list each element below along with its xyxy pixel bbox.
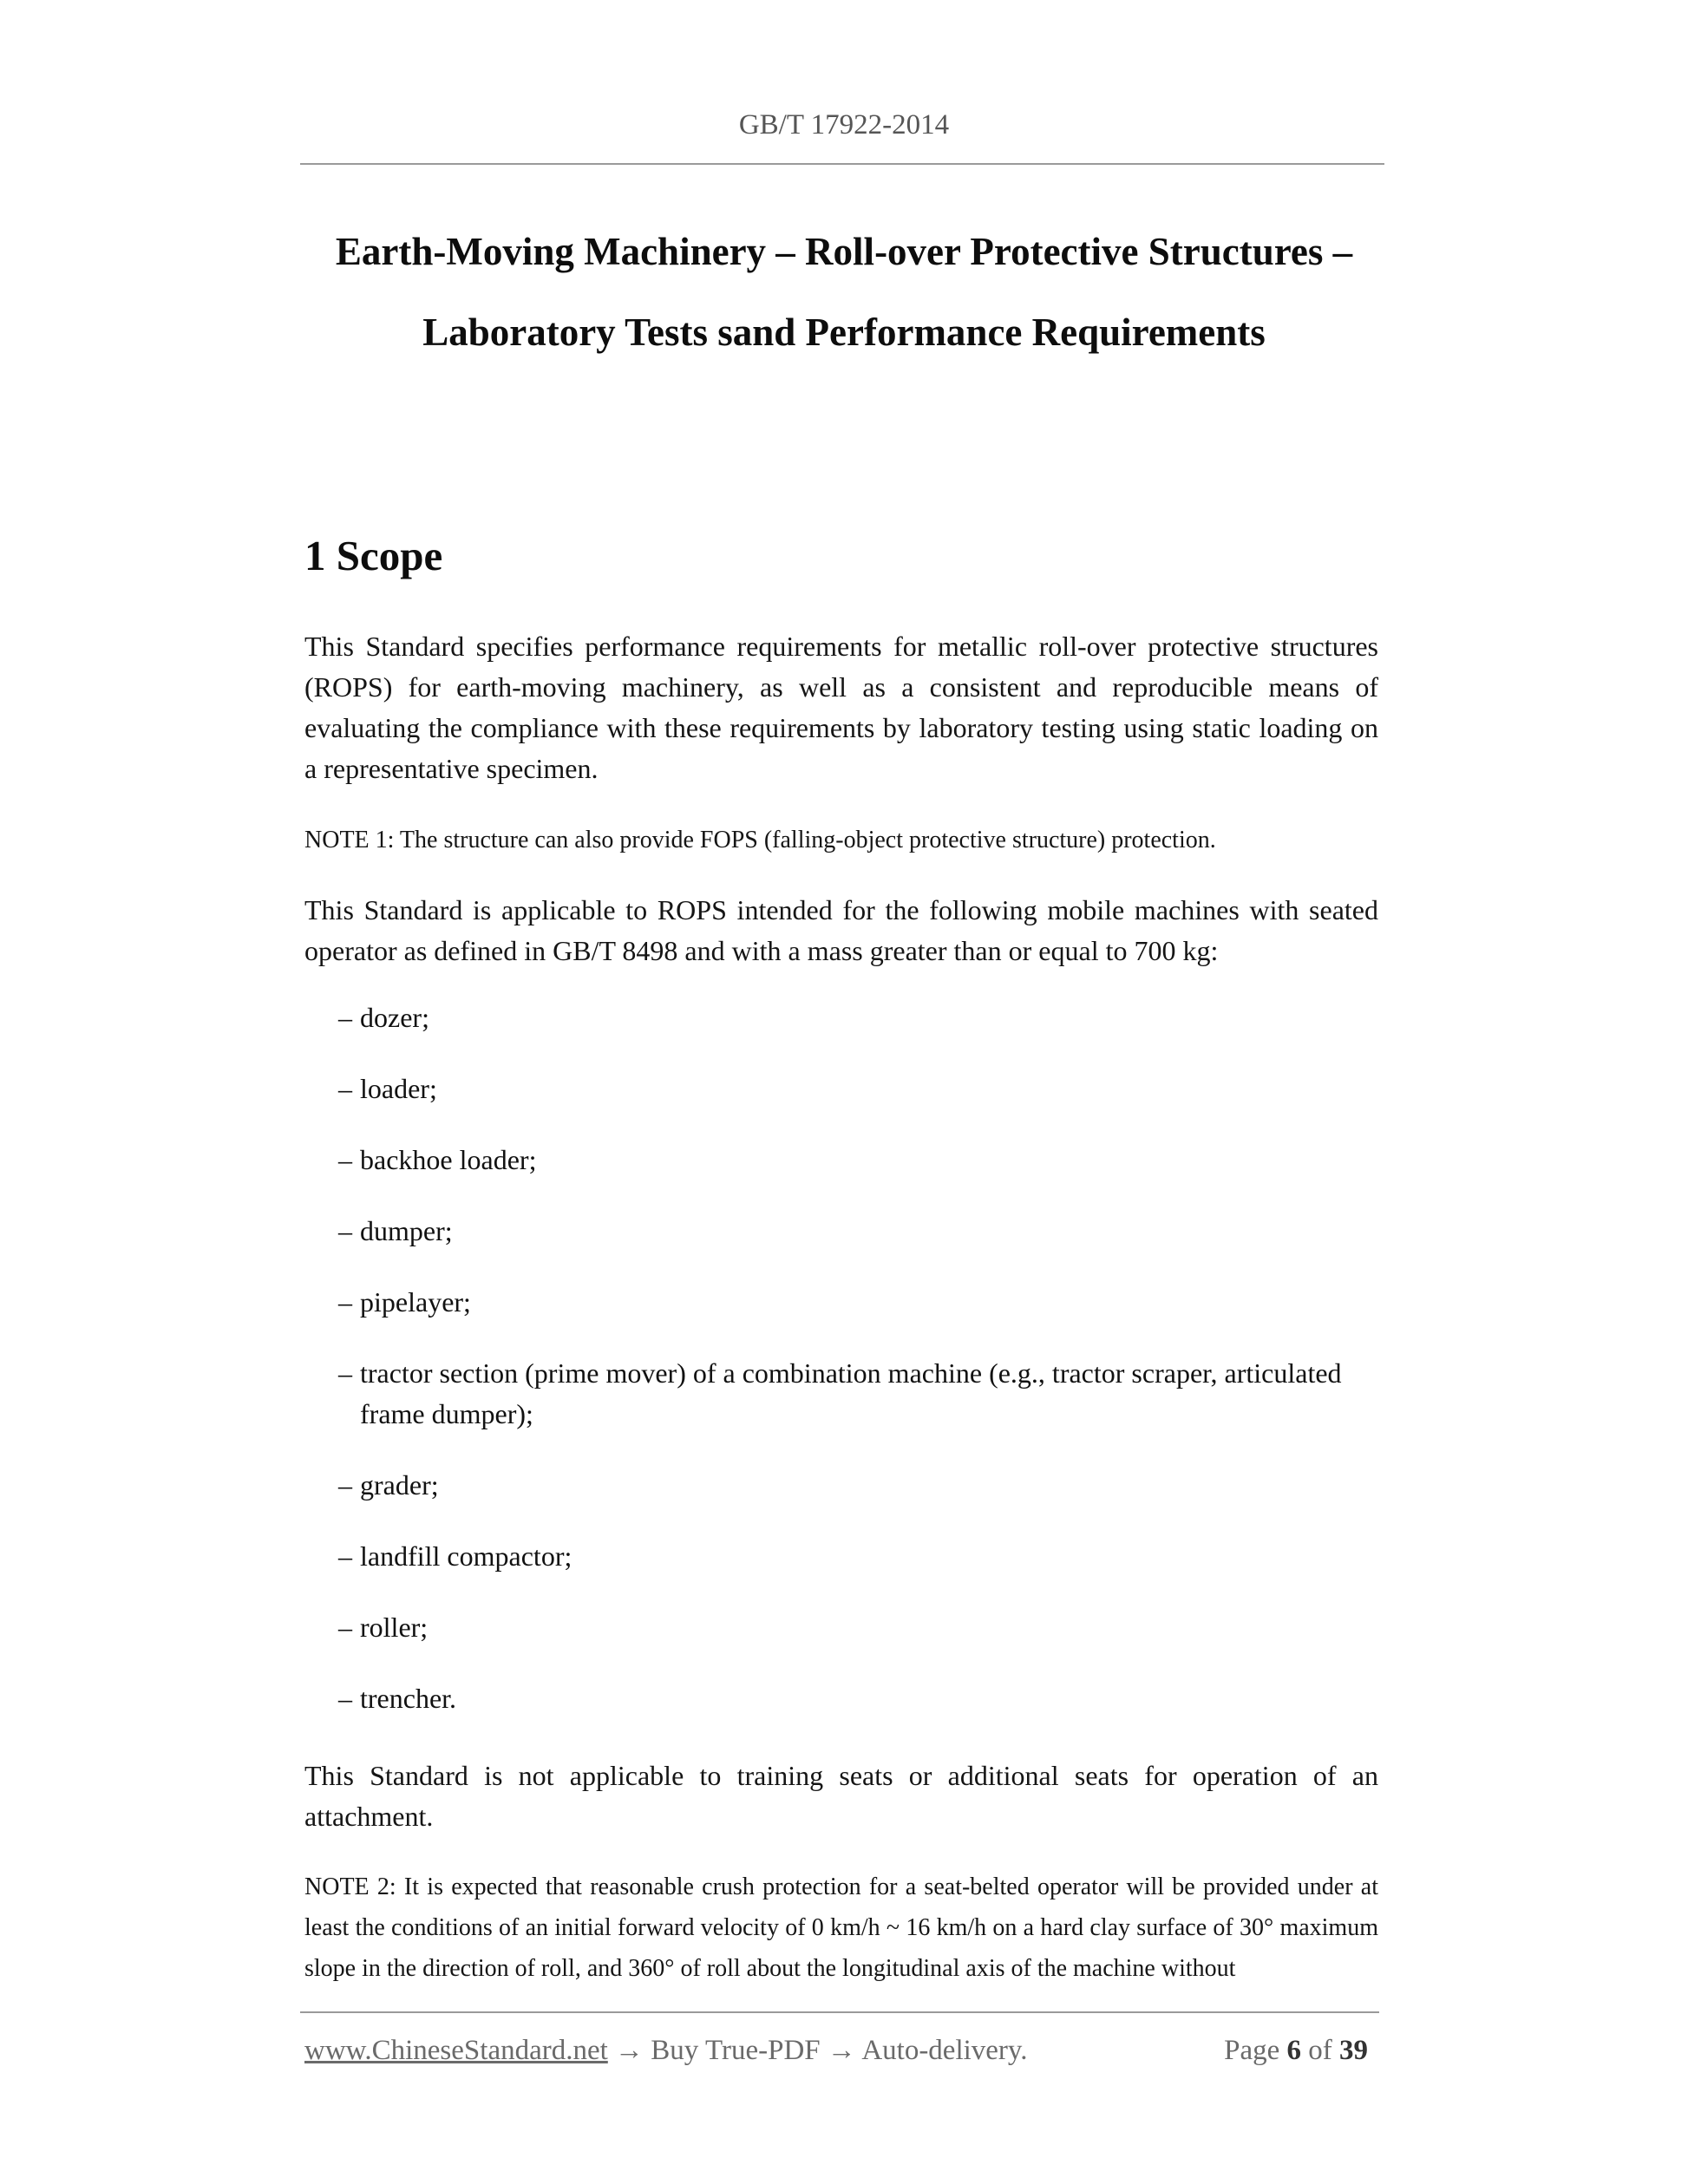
list-item-text: grader; <box>360 1469 439 1501</box>
list-dash: – <box>338 1469 352 1501</box>
list-dash: – <box>338 1357 352 1389</box>
page-label: Page <box>1224 2035 1280 2066</box>
arrow-icon: → <box>615 2035 644 2066</box>
list-item <box>338 1353 1378 1435</box>
list-item-text: dozer; <box>360 1002 429 1033</box>
document-header: GB/T 17922-2014 <box>738 109 950 141</box>
header-divider <box>300 163 1384 165</box>
list-item-text: backhoe loader; <box>360 1144 537 1175</box>
list-dash: – <box>338 1683 352 1714</box>
auto-delivery-text: Auto-delivery. <box>861 2035 1028 2066</box>
of-label: of <box>1308 2035 1332 2066</box>
note-2 <box>304 1867 1378 1989</box>
document-title-line-2: Laboratory Tests sand Performance Requirements <box>422 311 1266 354</box>
list-item <box>338 1678 1378 1719</box>
list-dash: – <box>338 1215 352 1246</box>
list-item-text: tractor section (prime mover) of a combination machine (e.g., tractor scraper, articulated frame dumper); <box>360 1357 1342 1429</box>
list-item-text: landfill compactor; <box>360 1540 572 1572</box>
footer-divider <box>300 2011 1379 2013</box>
list-item <box>338 1069 1378 1109</box>
list-item-text: pipelayer; <box>360 1286 471 1318</box>
scope-paragraph-2 <box>304 890 1378 971</box>
list-dash: – <box>338 1002 352 1033</box>
note-text: NOTE 2: It is expected that reasonable crush protection for a seat-belted operator will be provided under at least the conditions of an initial forward velocity of 0 km/h ~ 16 km/h on a hard clay surface of 30° maximum slope in the direction of roll, and 360° of roll about the longitudinal axis of the machine without <box>304 1873 1378 1982</box>
paragraph-text: This Standard is applicable to ROPS intended for the following mobile machines with seated operator as defined in GB/T 8498 and with a mass greater than or equal to 700 kg: <box>304 894 1378 966</box>
list-item <box>338 1465 1378 1506</box>
arrow-icon: → <box>827 2035 856 2066</box>
list-dash: – <box>338 1144 352 1175</box>
page-indicator <box>1224 2035 1368 2067</box>
website-link[interactable]: www.ChineseStandard.net <box>304 2035 608 2066</box>
list-dash: – <box>338 1540 352 1572</box>
section-heading: 1 Scope <box>304 532 443 579</box>
list-item-text: loader; <box>360 1073 437 1104</box>
list-dash: – <box>338 1286 352 1318</box>
list-item-text: dumper; <box>360 1215 453 1246</box>
list-item <box>338 1282 1378 1323</box>
list-item-text: trencher. <box>360 1683 457 1714</box>
page-number: 6 <box>1286 2035 1301 2066</box>
document-title-line-1: Earth-Moving Machinery – Roll-over Protective Structures – <box>335 230 1353 273</box>
list-item <box>338 1607 1378 1648</box>
list-dash: – <box>338 1073 352 1104</box>
list-item <box>338 1211 1378 1252</box>
footer-left <box>304 2035 1028 2067</box>
note-text: NOTE 1: The structure can also provide FOPS (falling-object protective structure) protection. <box>304 827 1216 853</box>
paragraph-text: This Standard is not applicable to training seats or additional seats for operation of an attachment. <box>304 1760 1378 1832</box>
list-item <box>338 997 1378 1038</box>
scope-paragraph-3 <box>304 1756 1378 1837</box>
list-dash: – <box>338 1612 352 1643</box>
list-item <box>338 1536 1378 1577</box>
list-item <box>338 1140 1378 1180</box>
machine-list <box>338 997 1378 1749</box>
page-total: 39 <box>1339 2035 1368 2066</box>
scope-paragraph-1 <box>304 626 1378 789</box>
buy-true-pdf-text: Buy True-PDF <box>651 2035 821 2066</box>
paragraph-text: This Standard specifies performance requirements for metallic roll-over protective structures (ROPS) for earth-moving machinery, as well as a consistent and reproducible means of evaluating the compliance with these requirements by laboratory testing using static loading on a representative specimen. <box>304 631 1378 784</box>
note-1 <box>304 820 1378 860</box>
list-item-text: roller; <box>360 1612 429 1643</box>
